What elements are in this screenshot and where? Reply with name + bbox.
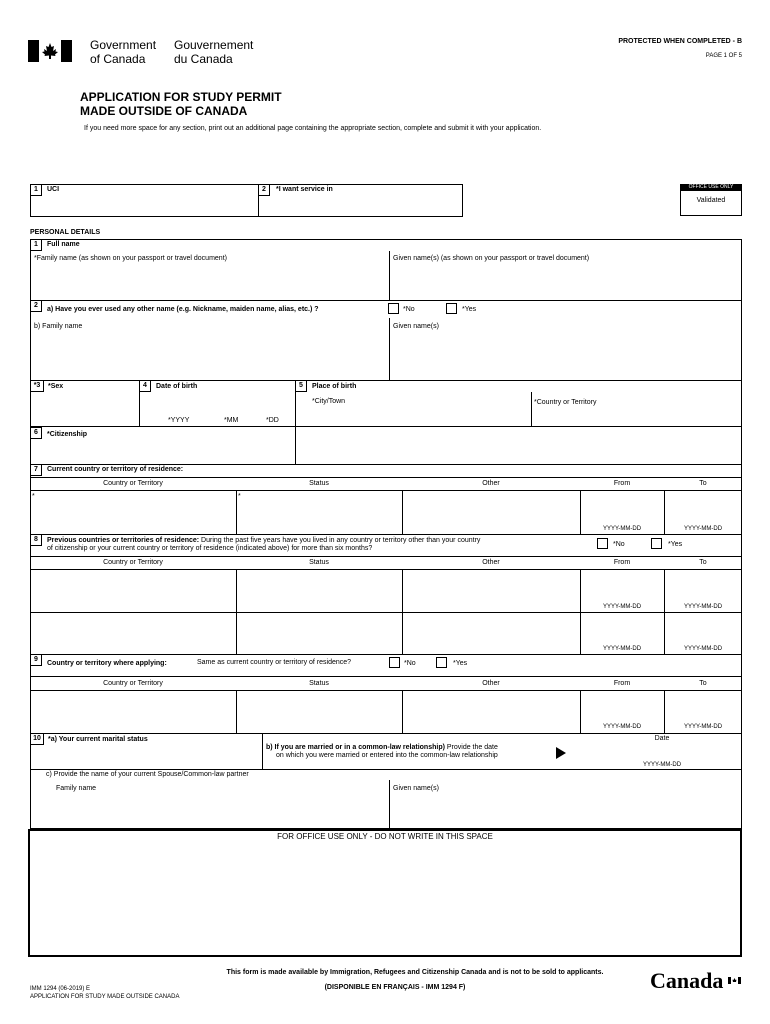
- col-country-8: Country or Territory: [103, 559, 163, 566]
- col-other-9: Other: [482, 680, 500, 687]
- other-name-question: a) Have you ever used any other name (e.g. Nickname, maiden name, alias, etc.) ?: [47, 306, 319, 313]
- field-number-1: 1: [30, 184, 42, 196]
- office-use-label: FOR OFFICE USE ONLY - DO NOT WRITE IN THIS SPACE: [277, 832, 493, 841]
- field-number-p1: 1: [30, 239, 42, 251]
- marriage-date-question-2: on which you were married or entered into the common-law relationship: [276, 752, 498, 759]
- marriage-date-question: [266, 744, 498, 752]
- given-names-label: Given name(s) (as shown on your passport or travel document): [393, 255, 590, 262]
- marriage-date-format: YYYY-MM-DD: [642, 762, 682, 768]
- field-number-p6: 6: [30, 427, 42, 439]
- office-use-area: [28, 829, 742, 957]
- other-given-names-label: Given name(s): [393, 323, 439, 330]
- other-family-name-label: b) Family name: [34, 323, 83, 330]
- sex-label: *Sex: [48, 383, 64, 390]
- page-number: PAGE 1 OF 5: [705, 53, 742, 59]
- date-format-hint: YYYY-MM-DD: [683, 646, 723, 652]
- previous-to-1-input[interactable]: [666, 571, 740, 601]
- spouse-name-prompt: c) Provide the name of your current Spouse/Common-law partner: [46, 771, 249, 778]
- sex-select[interactable]: [32, 394, 137, 424]
- current-status-select[interactable]: [238, 492, 400, 522]
- spouse-family-name-input[interactable]: [32, 796, 386, 827]
- field-number-7: 7: [30, 464, 42, 476]
- field-number-p4: 4: [139, 380, 151, 392]
- other-name-yes-label: *Yes: [462, 306, 477, 313]
- same-as-current-no-label: *No: [404, 660, 416, 667]
- current-other-input[interactable]: [404, 492, 578, 522]
- family-name-label: *Family name (as shown on your passport or travel document): [34, 255, 227, 262]
- previous-to-2-input[interactable]: [666, 614, 740, 644]
- form-id: IMM 1294 (06-2019) E: [30, 986, 91, 992]
- canada-wordmark-text: Canada: [650, 968, 724, 993]
- gov-fr-line2: du Canada: [174, 52, 233, 66]
- field-number-10: 10: [30, 733, 44, 745]
- pob-country-select[interactable]: [534, 409, 739, 425]
- date-format-hint: YYYY-MM-DD: [683, 604, 723, 610]
- service-label: *I want service in: [276, 186, 333, 193]
- previous-residence-yes-checkbox[interactable]: [651, 538, 662, 549]
- marriage-date-question-tail: Provide the date: [444, 744, 498, 751]
- field-number-p5: 5: [295, 380, 307, 392]
- col-other-7: Other: [482, 480, 500, 487]
- previous-other-2-input[interactable]: [404, 614, 578, 652]
- footer-french: (DISPONIBLE EN FRANÇAIS - IMM 1294 F): [324, 984, 466, 991]
- previous-country-2-select[interactable]: [32, 614, 234, 652]
- required-star: *: [32, 493, 35, 500]
- canada-flag-icon: [28, 40, 72, 62]
- footer-notice: This form is made available by Immigration, Refugees and Citizenship Canada and is not to be sold to applicants.: [226, 969, 604, 976]
- same-as-current-yes-checkbox[interactable]: [436, 657, 447, 668]
- pob-label: Place of birth: [312, 383, 357, 390]
- field-number-8: 8: [30, 534, 42, 546]
- dob-dd-label: *DD: [266, 417, 279, 424]
- other-name-no-label: *No: [403, 306, 415, 313]
- family-name-input[interactable]: [32, 266, 386, 298]
- applying-country-select[interactable]: [32, 692, 234, 732]
- previous-residence-question: [47, 537, 480, 545]
- previous-residence-bold: Previous countries or territories of residence:: [47, 537, 200, 544]
- field-number-p3: *3: [30, 380, 44, 392]
- previous-country-1-select[interactable]: [32, 571, 234, 609]
- dob-yyyy-label: *YYYY: [168, 417, 190, 424]
- date-format-hint: YYYY-MM-DD: [602, 646, 642, 652]
- date-format-hint: YYYY-MM-DD: [602, 526, 642, 532]
- personal-details-heading: PERSONAL DETAILS: [30, 229, 101, 236]
- applying-to-input[interactable]: [666, 692, 740, 722]
- protected-label: PROTECTED WHEN COMPLETED - B: [618, 38, 742, 45]
- field-number-2: 2: [258, 184, 270, 196]
- spouse-family-name-label: Family name: [56, 785, 97, 792]
- current-residence-label: Current country or territory of residence:: [47, 466, 184, 473]
- col-status-9: Status: [309, 680, 329, 687]
- col-status-7: Status: [309, 480, 329, 487]
- current-to-input[interactable]: [666, 492, 740, 522]
- marriage-date-label: Date: [654, 735, 670, 742]
- spouse-given-names-input[interactable]: [392, 796, 739, 827]
- given-names-input[interactable]: [392, 266, 739, 298]
- col-status-8: Status: [309, 559, 329, 566]
- previous-residence-question-2: of citizenship or your current country or territory of residence (indicated above) for more than six months?: [47, 545, 373, 552]
- form-name: APPLICATION FOR STUDY MADE OUTSIDE CANADA: [30, 994, 180, 1000]
- office-use-header: OFFICE USE ONLY: [680, 184, 742, 191]
- col-other-8: Other: [482, 559, 500, 566]
- previous-status-1-select[interactable]: [238, 571, 400, 609]
- gov-en-line2: of Canada: [90, 52, 146, 66]
- current-from-input[interactable]: [582, 492, 662, 522]
- required-star: *: [238, 493, 241, 500]
- citizenship-label: *Citizenship: [47, 431, 88, 438]
- spouse-given-names-label: Given name(s): [393, 785, 439, 792]
- form-title-line1: APPLICATION FOR STUDY PERMIT: [80, 90, 282, 104]
- col-from-9: From: [613, 680, 631, 687]
- other-given-names-input[interactable]: [392, 334, 739, 378]
- marital-status-label: *a) Your current marital status: [48, 736, 148, 743]
- col-from-8: From: [613, 559, 631, 566]
- date-format-hint: YYYY-MM-DD: [602, 724, 642, 730]
- other-name-yes-checkbox[interactable]: [446, 303, 457, 314]
- play-arrow-icon: [556, 746, 566, 758]
- date-format-hint: YYYY-MM-DD: [602, 604, 642, 610]
- validated-label: Validated: [696, 197, 726, 204]
- same-as-current-no-checkbox[interactable]: [389, 657, 400, 668]
- marriage-date-question-bold: b) If you are married or in a common-law relationship): [266, 744, 445, 751]
- previous-other-1-input[interactable]: [404, 571, 578, 609]
- field-number-9: 9: [30, 654, 42, 666]
- form-title-line2: MADE OUTSIDE OF CANADA: [80, 104, 248, 118]
- col-to-8: To: [699, 559, 707, 566]
- col-to-7: To: [699, 480, 707, 487]
- previous-residence-no-label: *No: [613, 541, 625, 548]
- previous-residence-no-checkbox[interactable]: [597, 538, 608, 549]
- same-as-current-question: Same as current country or territory of residence?: [197, 659, 352, 666]
- dob-input[interactable]: [142, 394, 292, 414]
- applying-status-select[interactable]: [238, 692, 400, 732]
- previous-from-2-input[interactable]: [582, 614, 662, 644]
- instructions: If you need more space for any section, print out an additional page containing the appropriate section, complete and submit it with your application.: [84, 125, 542, 132]
- other-name-no-checkbox[interactable]: [388, 303, 399, 314]
- col-from-7: From: [613, 480, 631, 487]
- citizenship-select[interactable]: [32, 441, 292, 461]
- full-name-label: Full name: [47, 241, 80, 248]
- date-format-hint: YYYY-MM-DD: [683, 526, 723, 532]
- marital-status-select[interactable]: [48, 746, 260, 766]
- field-number-p2: 2: [30, 300, 42, 312]
- same-as-current-yes-label: *Yes: [453, 660, 468, 667]
- applying-label: Country or territory where applying:: [47, 660, 167, 667]
- service-select[interactable]: [270, 197, 460, 215]
- applying-other-input[interactable]: [404, 692, 578, 732]
- uci-input[interactable]: [42, 197, 257, 215]
- col-country-9: Country or Territory: [103, 680, 163, 687]
- wordmark-flag-icon: [728, 971, 741, 978]
- previous-status-2-select[interactable]: [238, 614, 400, 652]
- applying-from-input[interactable]: [582, 692, 662, 722]
- previous-from-1-input[interactable]: [582, 571, 662, 601]
- previous-residence-yes-label: *Yes: [668, 541, 683, 548]
- uci-label: UCI: [47, 186, 60, 193]
- current-country-select[interactable]: [32, 492, 234, 522]
- gov-en-line1: Government: [90, 38, 157, 52]
- canada-wordmark: [650, 968, 742, 996]
- dob-mm-label: *MM: [224, 417, 239, 424]
- marriage-date-input[interactable]: [584, 745, 740, 759]
- gov-fr-line1: Gouvernement: [174, 38, 254, 52]
- dob-label: Date of birth: [156, 383, 198, 390]
- previous-residence-text: During the past five years have you lived in any country or territory other than your country: [199, 537, 481, 544]
- pob-country-label: *Country or Territory: [534, 399, 597, 406]
- col-to-9: To: [699, 680, 707, 687]
- col-country-7: Country or Territory: [103, 480, 163, 487]
- pob-city-input[interactable]: [300, 408, 528, 424]
- other-family-name-input[interactable]: [32, 334, 386, 378]
- date-format-hint: YYYY-MM-DD: [683, 724, 723, 730]
- pob-city-label: *City/Town: [312, 398, 346, 405]
